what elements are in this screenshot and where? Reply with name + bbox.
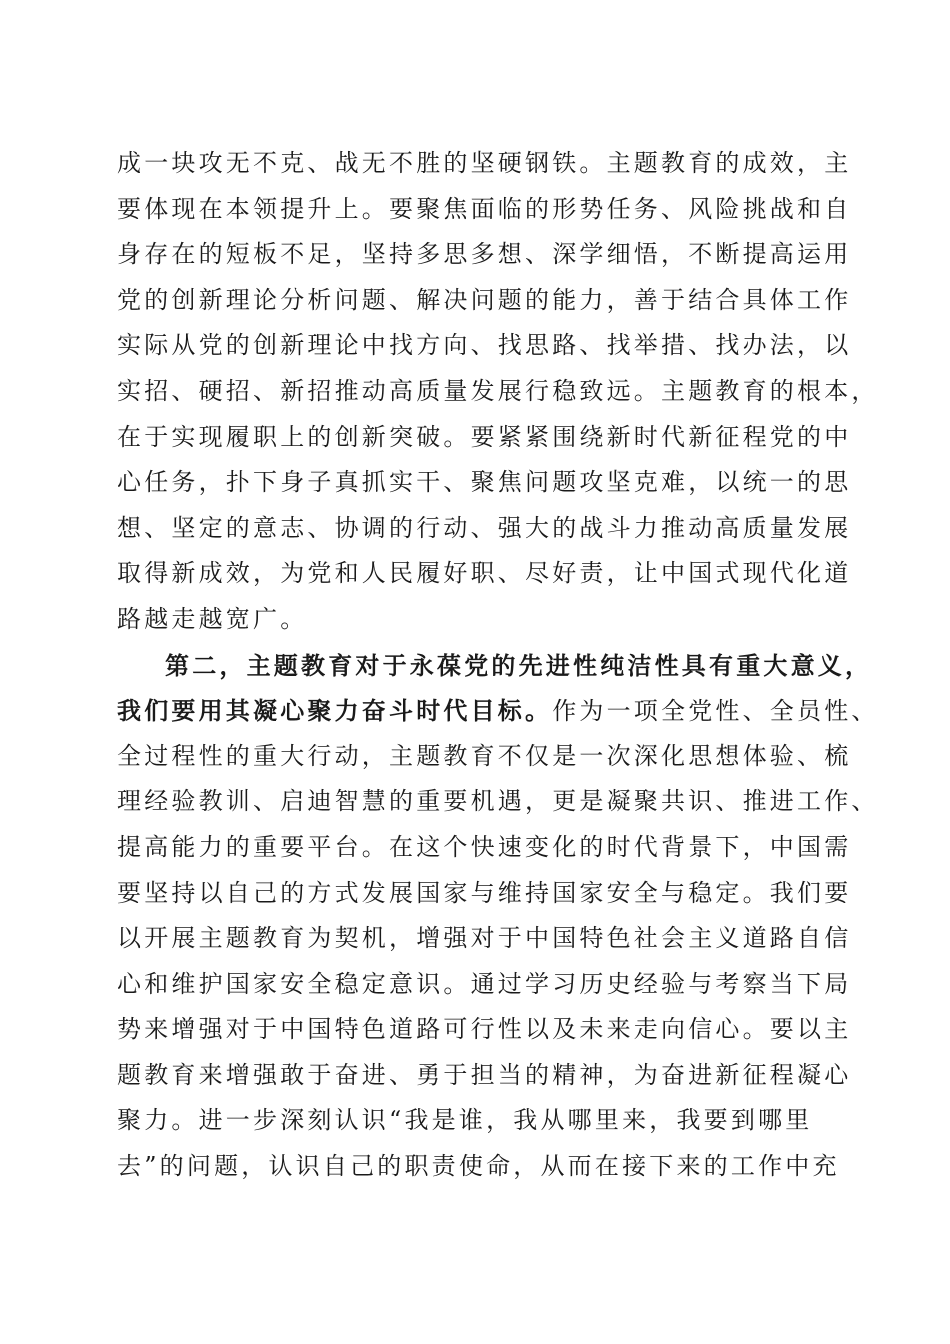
paragraph-2-line: 题教育来增强敢于奋进、勇于担当的精神，为奋进新征程凝心	[117, 1060, 852, 1089]
paragraph-2-line: 聚力。进一步深刻认识“我是谁，我从哪里来，我要到哪里	[117, 1106, 813, 1135]
paragraph-2-line: 心和维护国家安全稳定意识。通过学习历史经验与考察当下局	[117, 969, 852, 998]
paragraph-2-line: 势来增强对于中国特色道路可行性以及未来走向信心。要以主	[117, 1015, 852, 1044]
paragraph-1-line: 路越走越宽广。	[117, 604, 308, 633]
paragraph-2-line: 去”的问题，认识自己的职责使命，从而在接下来的工作中充	[117, 1152, 840, 1181]
paragraph-2-line-2	[117, 688, 879, 734]
paragraph-1-line: 在于实现履职上的创新突破。要紧紧围绕新时代新征程党的中	[117, 422, 852, 451]
paragraph-2-body-start: 作为一项全党性、全员性、	[552, 697, 879, 726]
paragraph-2-line: 理经验教训、启迪智慧的重要机遇，更是凝聚共识、推进工作、	[117, 787, 879, 816]
body-text	[117, 141, 879, 1190]
paragraph-2-heading-continuation: 我们要用其凝心聚力奋斗时代目标。	[117, 696, 553, 726]
paragraph-1-line: 心任务，扑下身子真抓实干、聚焦问题攻坚克难，以统一的思	[117, 468, 852, 497]
paragraph-1-line: 取得新成效，为党和人民履好职、尽好责，让中国式现代化道	[117, 559, 852, 588]
paragraph-1-line: 实招、硬招、新招推动高质量发展行稳致远。主题教育的根本，	[117, 376, 879, 405]
paragraph-1-line: 党的创新理论分析问题、解决问题的能力，善于结合具体工作	[117, 285, 852, 314]
paragraph-2-line: 以开展主题教育为契机，增强对于中国特色社会主义道路自信	[117, 924, 852, 953]
paragraph-2-line: 全过程性的重大行动，主题教育不仅是一次深化思想体验、梳	[117, 741, 852, 770]
paragraph-1-line: 成一块攻无不克、战无不胜的坚硬钢铁。主题教育的成效，主	[117, 149, 852, 177]
paragraph-2-line: 提高能力的重要平台。在这个快速变化的时代背景下，中国需	[117, 832, 852, 861]
paragraph-1-line: 要体现在本领提升上。要聚焦面临的形势任务、风险挑战和自	[117, 194, 852, 223]
paragraph-2-line: 要坚持以自己的方式发展国家与维持国家安全与稳定。我们要	[117, 878, 852, 907]
paragraph-2-heading-line: 第二，主题教育对于永葆党的先进性纯洁性具有重大意义，	[165, 650, 873, 680]
paragraph-1-line: 实际从党的创新理论中找方向、找思路、找举措、找办法，以	[117, 331, 852, 360]
paragraph-1-line: 身存在的短板不足，坚持多思多想、深学细悟，不断提高运用	[117, 240, 852, 269]
paragraph-1-line: 想、坚定的意志、协调的行动、强大的战斗力推动高质量发展	[117, 513, 852, 542]
